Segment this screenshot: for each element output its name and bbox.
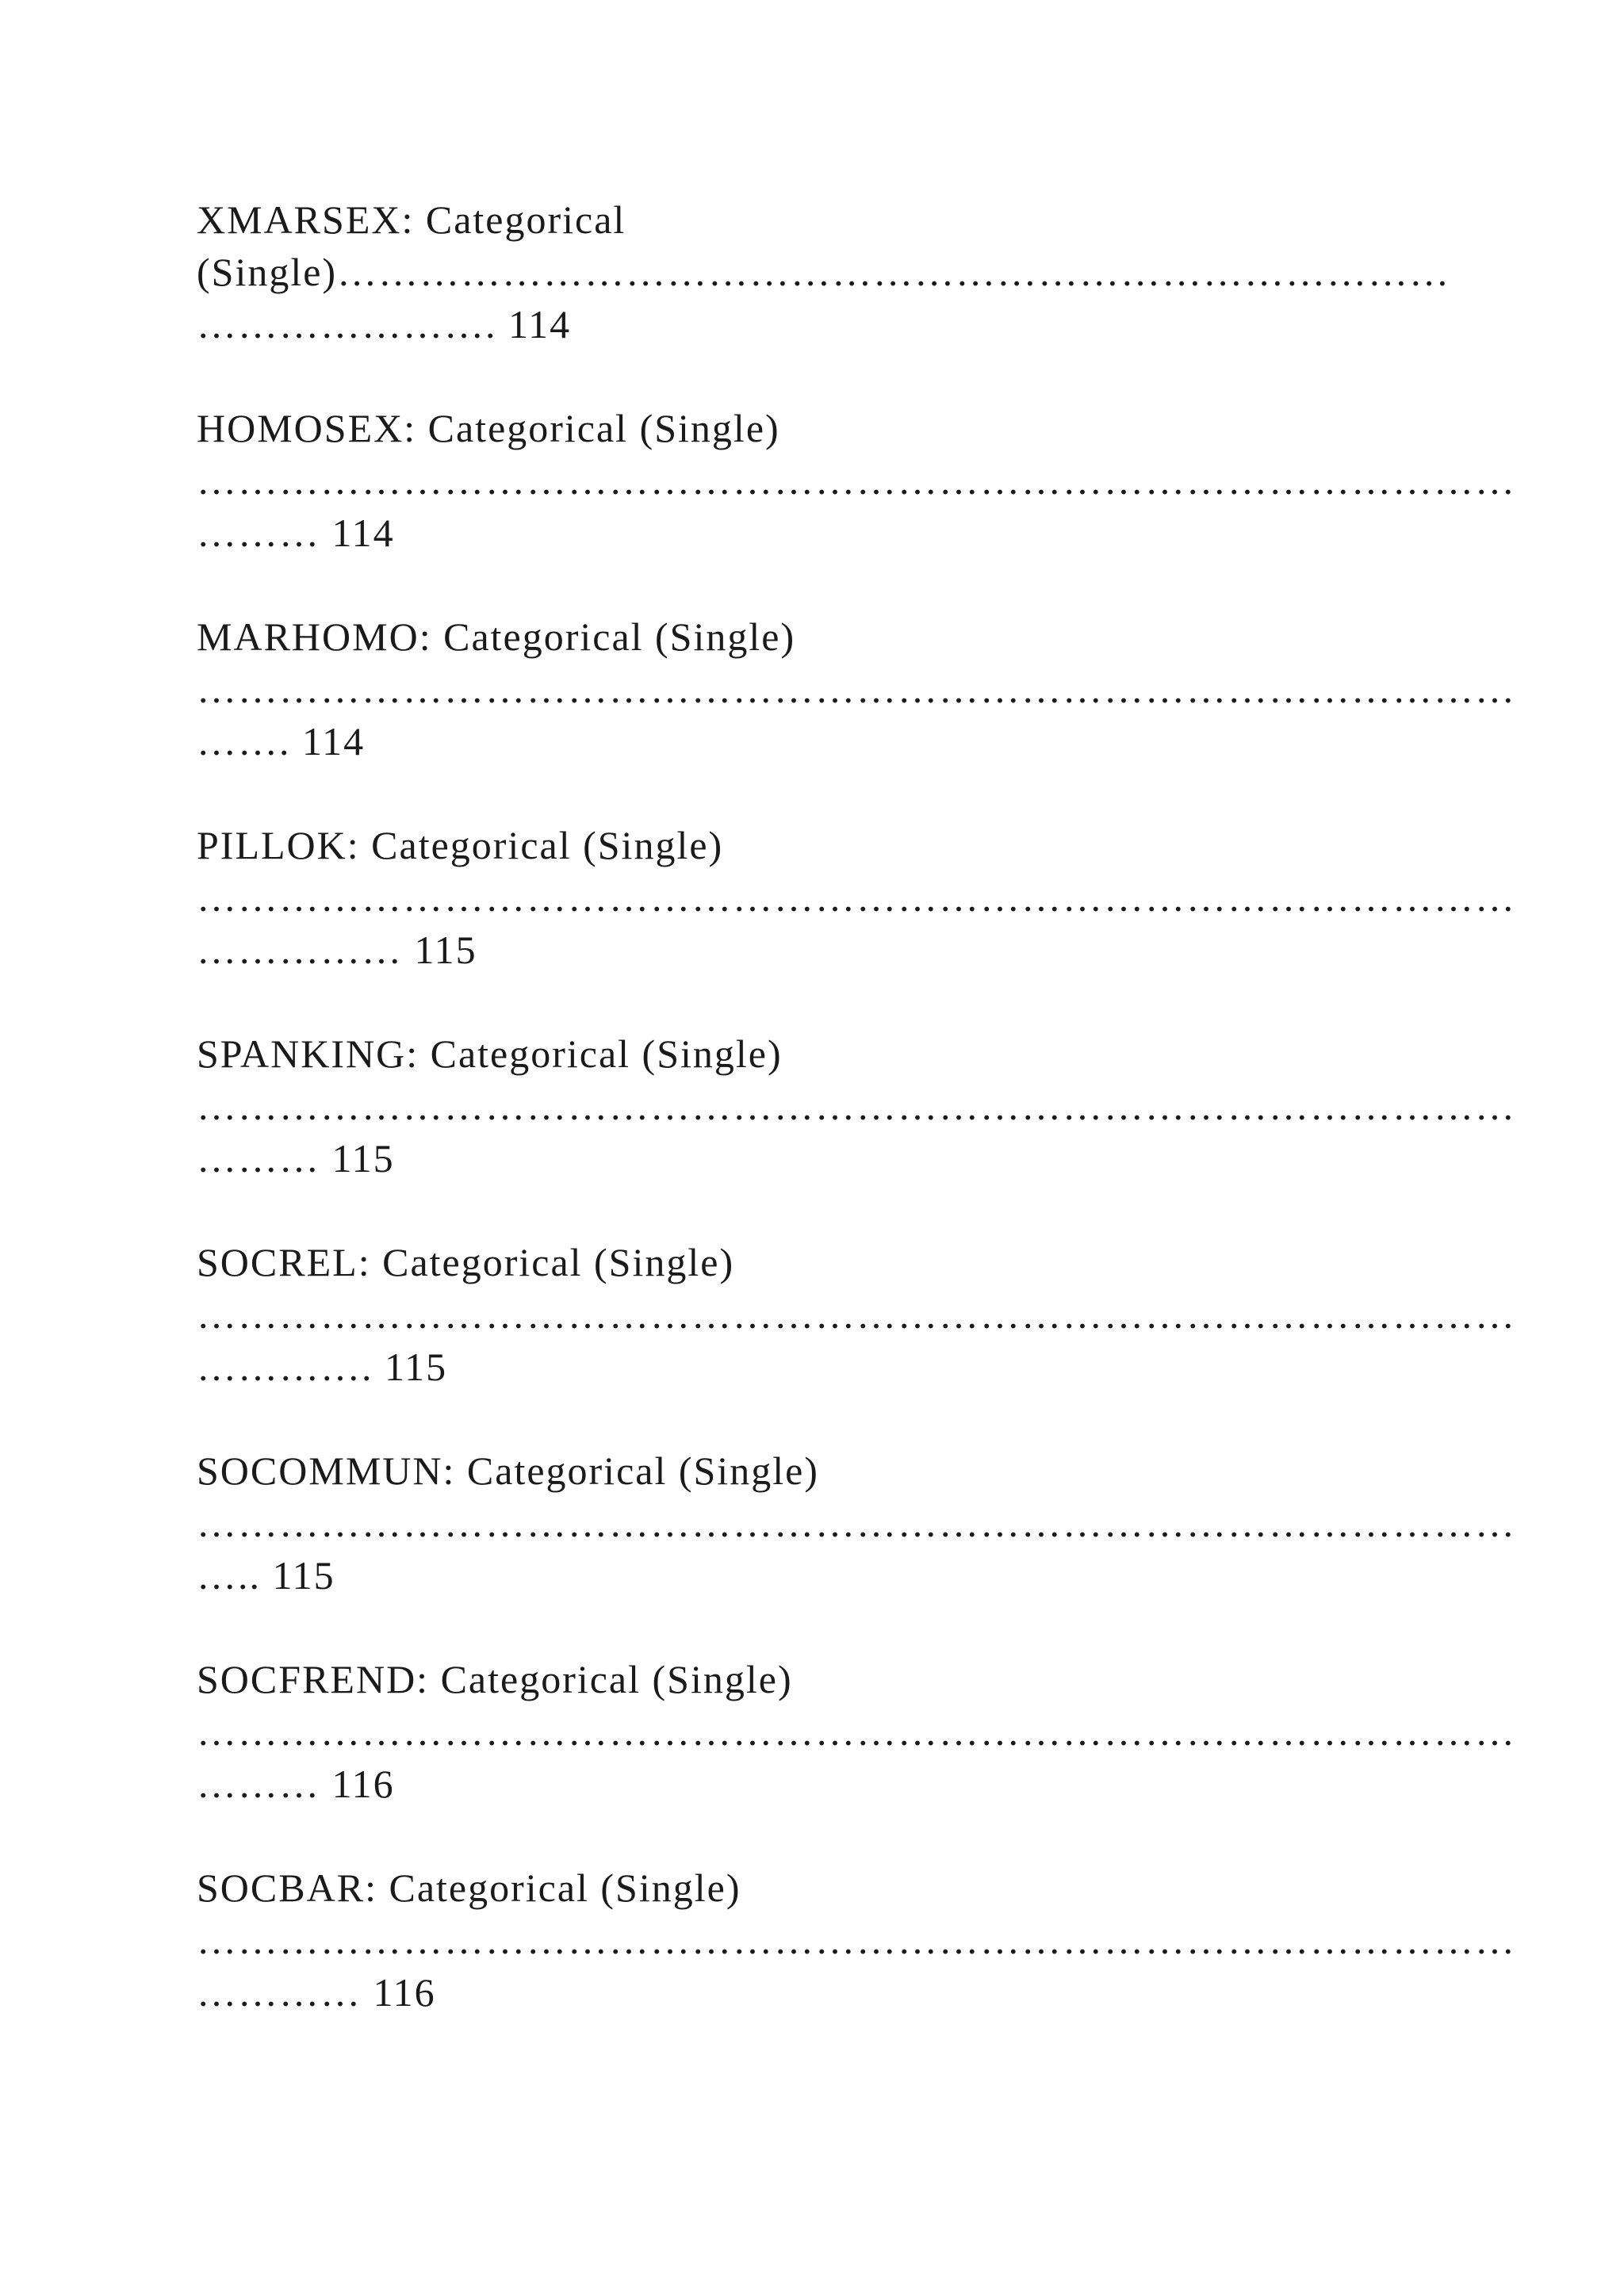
toc-entry-page: …………. 115 xyxy=(197,1345,448,1389)
toc-entry-page: ……. 114 xyxy=(197,719,366,763)
toc-entry-leader: …………………………………………………………………………………… xyxy=(197,875,1516,920)
toc-entry-marhomo[interactable] xyxy=(197,610,1516,819)
toc-entry-page: ……… 116 xyxy=(197,1762,395,1806)
toc-entry-page: ………… 116 xyxy=(197,1970,436,2015)
table-of-contents xyxy=(197,193,1516,2070)
toc-entry-socrel[interactable] xyxy=(197,1236,1516,1445)
toc-entry-leader: …………………………………………………………………………………… xyxy=(197,1709,1516,1754)
toc-entry-leader: …………………………………………………………………………………… xyxy=(197,1501,1516,1545)
toc-entry-title: PILLOK: Categorical (Single) xyxy=(197,823,724,867)
toc-entry-socommun[interactable] xyxy=(197,1445,1516,1653)
toc-entry-leader: …………………………………………………………………………………… xyxy=(197,1918,1516,1962)
toc-entry-leader: …………………………………………………………………………………… xyxy=(197,458,1516,503)
toc-entry-socbar[interactable] xyxy=(197,1862,1516,2070)
toc-entry-title: SOCFREND: Categorical (Single) xyxy=(197,1657,793,1701)
toc-entry-pillok[interactable] xyxy=(197,819,1516,1027)
toc-entry-homosex[interactable] xyxy=(197,402,1516,610)
toc-entry-spanking[interactable] xyxy=(197,1027,1516,1236)
toc-entry-title: SOCBAR: Categorical (Single) xyxy=(197,1866,741,1910)
toc-entry-page: ……… 115 xyxy=(197,1136,395,1181)
toc-entry-page: …………………. 114 xyxy=(197,302,572,346)
toc-entry-leader: …………………………………………………………………………………… xyxy=(197,667,1516,711)
toc-entry-title: XMARSEX: Categorical xyxy=(197,197,626,242)
toc-entry-xmarsex[interactable] xyxy=(197,193,1450,402)
toc-entry-leader: …………………………………………………………………………………… xyxy=(197,1084,1516,1128)
toc-entry-title: SOCOMMUN: Categorical (Single) xyxy=(197,1448,819,1493)
toc-entry-leader: (Single)……………………………………………………………………… xyxy=(197,250,1451,294)
toc-entry-page: …………… 115 xyxy=(197,928,477,972)
toc-entry-socfrend[interactable] xyxy=(197,1653,1516,1862)
toc-entry-leader: …………………………………………………………………………………… xyxy=(197,1292,1516,1337)
toc-entry-title: HOMOSEX: Categorical (Single) xyxy=(197,406,780,450)
toc-entry-title: SPANKING: Categorical (Single) xyxy=(197,1031,783,1076)
toc-entry-page: ….. 115 xyxy=(197,1553,335,1598)
toc-entry-title: MARHOMO: Categorical (Single) xyxy=(197,614,796,659)
toc-entry-page: ……… 114 xyxy=(197,511,395,555)
toc-entry-title: SOCREL: Categorical (Single) xyxy=(197,1240,735,1284)
